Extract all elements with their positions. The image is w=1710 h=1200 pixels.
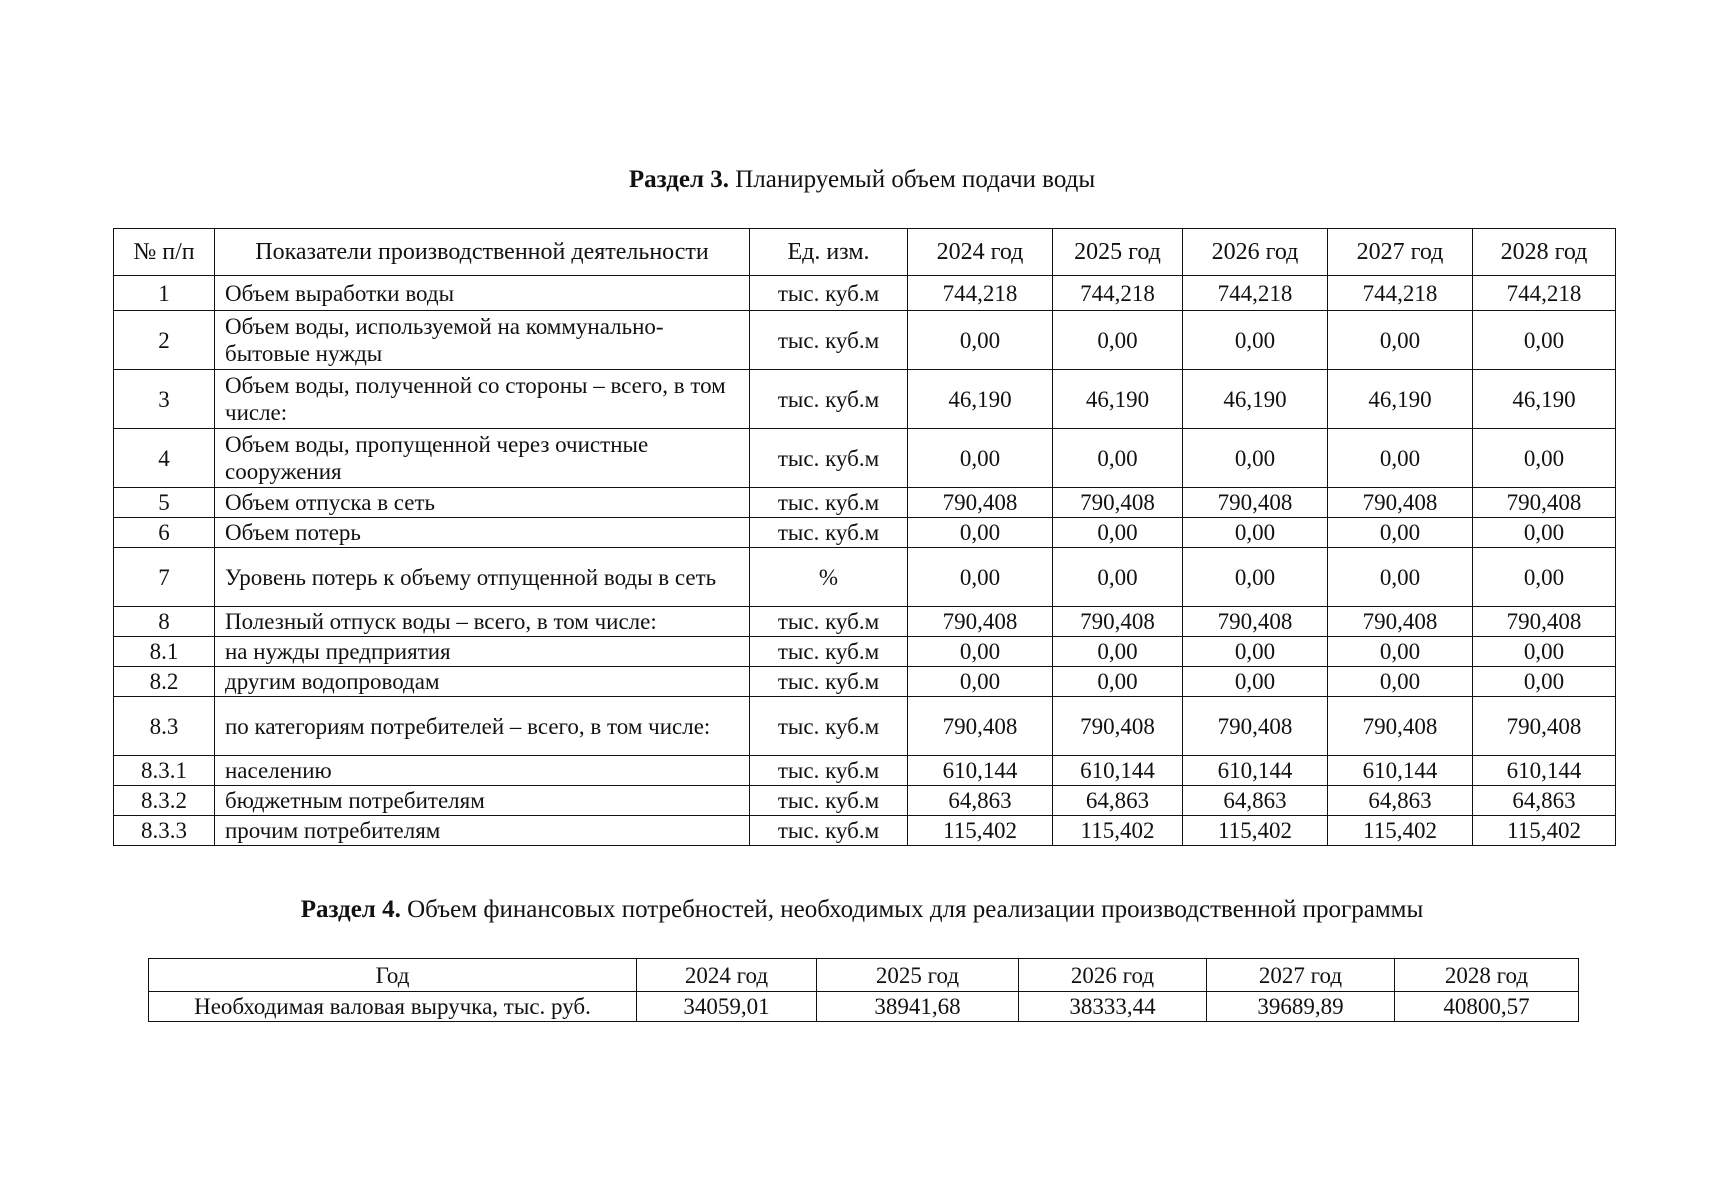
indicator-name: Объем воды, пропущенной через очистные сооружения	[215, 429, 750, 488]
value-cell: 46,190	[1473, 370, 1616, 429]
unit-cell: тыс. куб.м	[750, 429, 908, 488]
column-header: 2028 год	[1473, 229, 1616, 276]
value-cell: 790,408	[1328, 607, 1473, 637]
table-row	[114, 816, 1616, 846]
row-number: 8.2	[114, 667, 215, 697]
row-number: 3	[114, 370, 215, 429]
indicator-name: бюджетным потребителям	[215, 786, 750, 816]
column-header: 2027 год	[1207, 959, 1395, 992]
value-cell: 610,144	[908, 756, 1053, 786]
indicator-name: Объем отпуска в сеть	[215, 488, 750, 518]
unit-cell: %	[750, 548, 908, 607]
row-number: 6	[114, 518, 215, 548]
value-cell: 790,408	[908, 607, 1053, 637]
value-cell: 790,408	[1053, 697, 1183, 756]
indicator-name: на нужды предприятия	[215, 637, 750, 667]
table-row	[114, 786, 1616, 816]
section-4-title-text: Объем финансовых потребностей, необходимых для реализации производственной программы	[400, 896, 1424, 923]
row-number: 8.3	[114, 697, 215, 756]
value-cell: 0,00	[908, 637, 1053, 667]
column-header: 2024 год	[908, 229, 1053, 276]
value-cell: 0,00	[1328, 548, 1473, 607]
value-cell: 0,00	[1328, 667, 1473, 697]
unit-cell: тыс. куб.м	[750, 786, 908, 816]
indicator-name: Объем потерь	[215, 518, 750, 548]
value-cell: 790,408	[1053, 488, 1183, 518]
unit-cell: тыс. куб.м	[750, 518, 908, 548]
value-cell: 790,408	[1328, 697, 1473, 756]
water-supply-table-body	[114, 229, 1616, 846]
value-cell: 0,00	[1053, 518, 1183, 548]
indicator-name: Объем выработки воды	[215, 276, 750, 311]
row-number: 8.3.1	[114, 756, 215, 786]
value-cell: 790,408	[1473, 697, 1616, 756]
table-cell: 38333,44	[1019, 992, 1207, 1022]
unit-cell: тыс. куб.м	[750, 370, 908, 429]
unit-cell: тыс. куб.м	[750, 756, 908, 786]
value-cell: 0,00	[1473, 311, 1616, 370]
unit-cell: тыс. куб.м	[750, 697, 908, 756]
table-row	[114, 488, 1616, 518]
value-cell: 744,218	[1473, 276, 1616, 311]
value-cell: 46,190	[1183, 370, 1328, 429]
column-header: 2028 год	[1395, 959, 1579, 992]
value-cell: 610,144	[1328, 756, 1473, 786]
unit-cell: тыс. куб.м	[750, 667, 908, 697]
value-cell: 0,00	[1053, 637, 1183, 667]
column-header: 2026 год	[1019, 959, 1207, 992]
water-supply-table	[113, 228, 1616, 846]
column-header: Ед. изм.	[750, 229, 908, 276]
row-number: 8.3.3	[114, 816, 215, 846]
value-cell: 790,408	[1183, 488, 1328, 518]
value-cell: 790,408	[1328, 488, 1473, 518]
table-cell: 40800,57	[1395, 992, 1579, 1022]
value-cell: 0,00	[1328, 637, 1473, 667]
row-number: 7	[114, 548, 215, 607]
column-header: 2025 год	[1053, 229, 1183, 276]
unit-cell: тыс. куб.м	[750, 607, 908, 637]
column-header: 2026 год	[1183, 229, 1328, 276]
value-cell: 790,408	[1473, 607, 1616, 637]
value-cell: 115,402	[1328, 816, 1473, 846]
value-cell: 0,00	[1053, 311, 1183, 370]
column-header: Год	[149, 959, 637, 992]
table-cell: 34059,01	[637, 992, 817, 1022]
value-cell: 0,00	[1328, 518, 1473, 548]
value-cell: 0,00	[1053, 429, 1183, 488]
row-number: 5	[114, 488, 215, 518]
value-cell: 0,00	[908, 518, 1053, 548]
row-label: Необходимая валовая выручка, тыс. руб.	[149, 992, 637, 1022]
value-cell: 115,402	[908, 816, 1053, 846]
table-header-row	[114, 229, 1616, 276]
indicator-name: прочим потребителям	[215, 816, 750, 846]
row-number: 8	[114, 607, 215, 637]
financial-needs-table	[148, 958, 1579, 1022]
value-cell: 0,00	[1473, 429, 1616, 488]
indicator-name: Полезный отпуск воды – всего, в том числе:	[215, 607, 750, 637]
table-row	[114, 311, 1616, 370]
value-cell: 790,408	[1053, 607, 1183, 637]
value-cell: 0,00	[1473, 518, 1616, 548]
value-cell: 0,00	[1053, 667, 1183, 697]
value-cell: 0,00	[908, 311, 1053, 370]
value-cell: 64,863	[1473, 786, 1616, 816]
table-row	[149, 992, 1579, 1022]
section-4-title-bold: Раздел 4.	[300, 896, 401, 923]
value-cell: 790,408	[908, 697, 1053, 756]
value-cell: 610,144	[1183, 756, 1328, 786]
value-cell: 790,408	[1183, 697, 1328, 756]
value-cell: 744,218	[908, 276, 1053, 311]
value-cell: 0,00	[1183, 667, 1328, 697]
value-cell: 0,00	[908, 429, 1053, 488]
section-4-title	[0, 895, 1710, 925]
unit-cell: тыс. куб.м	[750, 276, 908, 311]
value-cell: 790,408	[1473, 488, 1616, 518]
table-row	[114, 548, 1616, 607]
value-cell: 744,218	[1053, 276, 1183, 311]
value-cell: 0,00	[1183, 637, 1328, 667]
value-cell: 744,218	[1183, 276, 1328, 311]
value-cell: 0,00	[1473, 548, 1616, 607]
row-number: 1	[114, 276, 215, 311]
value-cell: 115,402	[1473, 816, 1616, 846]
indicator-name: Объем воды, полученной со стороны – всего, в том числе:	[215, 370, 750, 429]
table-cell: 38941,68	[817, 992, 1019, 1022]
unit-cell: тыс. куб.м	[750, 637, 908, 667]
indicator-name: по категориям потребителей – всего, в том числе:	[215, 697, 750, 756]
value-cell: 0,00	[1473, 667, 1616, 697]
table-row	[114, 518, 1616, 548]
unit-cell: тыс. куб.м	[750, 311, 908, 370]
value-cell: 115,402	[1053, 816, 1183, 846]
unit-cell: тыс. куб.м	[750, 816, 908, 846]
value-cell: 744,218	[1328, 276, 1473, 311]
value-cell: 46,190	[1328, 370, 1473, 429]
value-cell: 0,00	[908, 548, 1053, 607]
value-cell: 64,863	[908, 786, 1053, 816]
value-cell: 0,00	[1183, 548, 1328, 607]
table-row	[114, 429, 1616, 488]
table-row	[114, 697, 1616, 756]
row-number: 4	[114, 429, 215, 488]
value-cell: 0,00	[1183, 518, 1328, 548]
table-header-row	[149, 959, 1579, 992]
row-number: 8.3.2	[114, 786, 215, 816]
value-cell: 0,00	[1183, 311, 1328, 370]
row-number: 2	[114, 311, 215, 370]
indicator-name: Уровень потерь к объему отпущенной воды в сеть	[215, 548, 750, 607]
value-cell: 115,402	[1183, 816, 1328, 846]
value-cell: 790,408	[908, 488, 1053, 518]
table-row	[114, 637, 1616, 667]
indicator-name: другим водопроводам	[215, 667, 750, 697]
indicator-name: населению	[215, 756, 750, 786]
value-cell: 0,00	[1328, 429, 1473, 488]
indicator-name: Объем воды, используемой на коммунально-бытовые нужды	[215, 311, 750, 370]
column-header: 2027 год	[1328, 229, 1473, 276]
value-cell: 610,144	[1053, 756, 1183, 786]
value-cell: 46,190	[1053, 370, 1183, 429]
table-row	[114, 370, 1616, 429]
table-cell: 39689,89	[1207, 992, 1395, 1022]
value-cell: 64,863	[1183, 786, 1328, 816]
value-cell: 46,190	[908, 370, 1053, 429]
row-number: 8.1	[114, 637, 215, 667]
table-row	[114, 276, 1616, 311]
value-cell: 610,144	[1473, 756, 1616, 786]
value-cell: 0,00	[1328, 311, 1473, 370]
section-3-title-text: Планируемый объем подачи воды	[729, 166, 1096, 193]
unit-cell: тыс. куб.м	[750, 488, 908, 518]
section-3-title	[0, 165, 1710, 195]
column-header: Показатели производственной деятельности	[215, 229, 750, 276]
table-row	[114, 607, 1616, 637]
value-cell: 790,408	[1183, 607, 1328, 637]
value-cell: 0,00	[1183, 429, 1328, 488]
table-row	[114, 667, 1616, 697]
column-header: 2024 год	[637, 959, 817, 992]
value-cell: 0,00	[1473, 637, 1616, 667]
value-cell: 64,863	[1053, 786, 1183, 816]
column-header: 2025 год	[817, 959, 1019, 992]
value-cell: 64,863	[1328, 786, 1473, 816]
column-header: № п/п	[114, 229, 215, 276]
value-cell: 0,00	[908, 667, 1053, 697]
table-row	[114, 756, 1616, 786]
section-3-title-bold: Раздел 3.	[628, 166, 729, 193]
value-cell: 0,00	[1053, 548, 1183, 607]
